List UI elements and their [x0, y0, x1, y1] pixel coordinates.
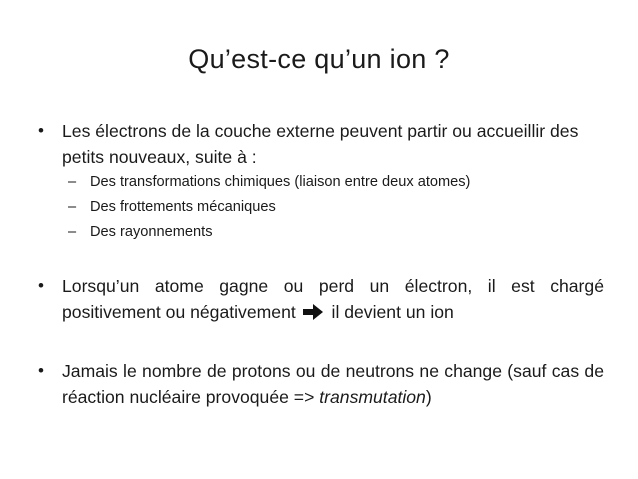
sub-item-1 [68, 171, 470, 193]
bullet-2-text-conclusion: il devient un ion [331, 302, 454, 322]
sub-item-3-text: Des rayonnements [90, 224, 213, 240]
bullet-marker: • [38, 121, 44, 140]
sub-item-1-text: Des transformations chimiques (liaison entre deux atomes) [90, 174, 471, 190]
bullet-3-text-end: ) [425, 387, 432, 407]
right-arrow-icon [303, 304, 323, 320]
bullet-marker: • [38, 361, 44, 380]
bullet-3 [38, 358, 604, 410]
bullet-1-text: Les électrons de la couche externe peuvent partir ou accueillir des petits nouveaux, suite à : [62, 121, 579, 167]
sub-item-2-text: Des frottements mécaniques [90, 199, 276, 215]
slide-title: Qu’est-ce qu’un ion ? [188, 44, 450, 74]
bullet-3-text [62, 358, 604, 410]
sub-item-2 [68, 196, 276, 218]
sub-marker: – [68, 224, 77, 240]
bullet-2-text-main: Lorsqu’un atome gagne ou perd un électron, il est chargé positivement ou négativement [62, 276, 604, 322]
transmutation-emphasis: transmutation [319, 387, 426, 407]
bullet-1 [38, 118, 604, 170]
bullet-2-text [62, 273, 604, 325]
bullet-3-text-main: Jamais le nombre de protons ou de neutrons ne change (sauf cas de réaction nucléaire provoquée => [62, 361, 604, 407]
sub-marker: – [68, 199, 77, 215]
sub-marker: – [68, 174, 77, 190]
bullet-marker: • [38, 276, 44, 295]
sub-item-3 [68, 221, 213, 243]
bullet-2 [38, 273, 604, 325]
